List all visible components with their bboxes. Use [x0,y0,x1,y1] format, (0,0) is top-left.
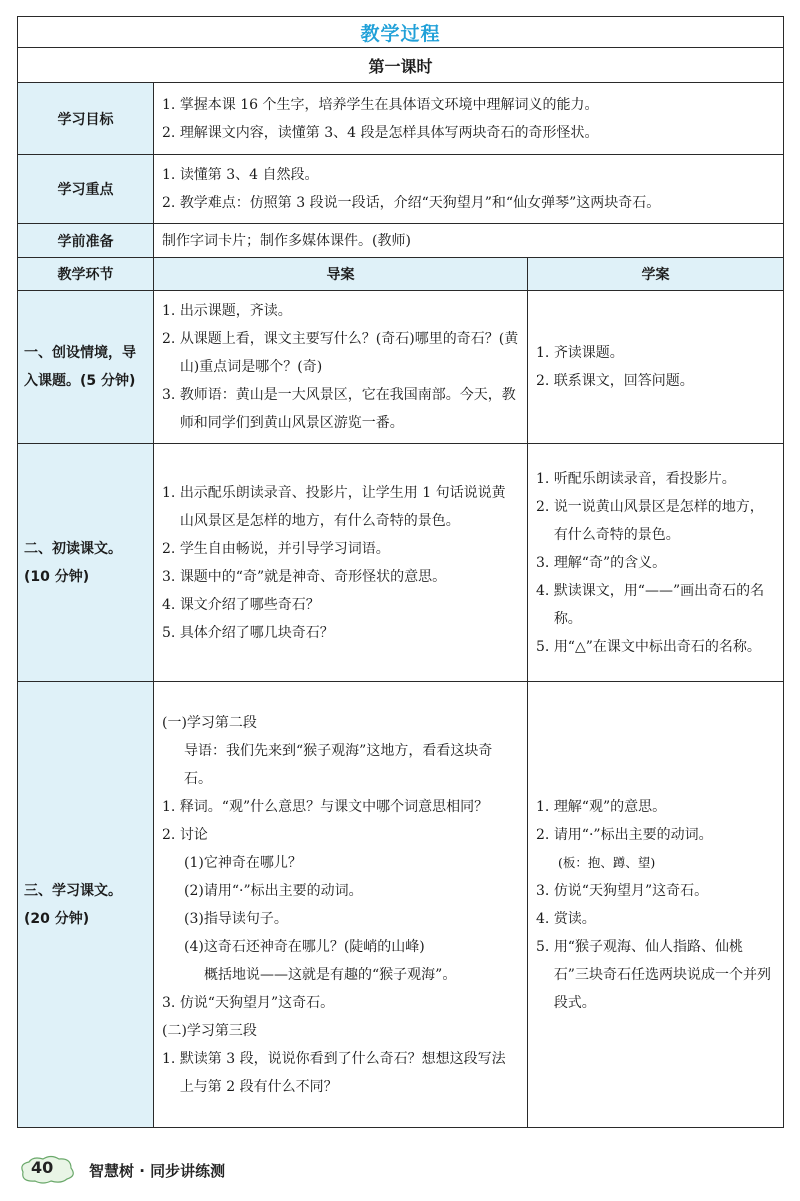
guide-subheading: (二)学习第三段 [162,1022,257,1039]
study-item: 2. 联系课文，回答问题。 [536,373,694,389]
guide-subheading: (一)学习第二段 [162,714,257,731]
goals-content [154,83,784,155]
guide-item: 3. 课题中的“奇”就是神奇、奇形怪状的意思。 [162,568,447,585]
stage-1-guide [154,291,528,444]
study-item: 4. 默读课文，用“——”画出奇石的名称。 [536,582,765,627]
guide-sub-item: (3)指导读句子。 [184,910,288,927]
focus-label: 学习重点 [18,155,154,224]
guide-item: 4. 课文介绍了哪些奇石？ [162,596,320,613]
stage-1-name: 一、创设情境，导入课题。(5 分钟) [18,291,154,444]
goal-item: 1. 掌握本课 16 个生字，培养学生在具体语文环境中理解词义的能力。 [162,96,599,113]
stage-2-study [528,444,784,682]
guide-sub-item: (2)请用“·”标出主要的动词。 [184,882,363,899]
period-title: 第一课时 [18,48,784,83]
goals-label: 学习目标 [18,83,154,155]
study-item: 1. 齐读课题。 [536,345,624,361]
stage-3-study [528,682,784,1128]
study-item: 1. 理解“观”的意思。 [536,798,667,815]
guide-sub-item: (4)这奇石还神奇在哪儿？(陡峭的山峰) [184,938,425,955]
header-guide: 导案 [154,258,528,291]
guide-item: 1. 出示配乐朗读录音、投影片，让学生用 1 句话说说黄山风景区是怎样的地方，有什么奇特的景色。 [162,484,506,529]
prep-label: 学前准备 [18,224,154,258]
page-number: 40 [31,1158,54,1177]
footer-brand: 智慧树 · 同步讲练测 [89,1162,226,1180]
focus-item: 2. 教学难点：仿照第 3 段说一段话，介绍“天狗望月”和“仙女弹琴”这两块奇石。 [162,195,661,211]
guide-item: 3. 仿说“天狗望月”这奇石。 [162,994,335,1011]
guide-item: 5. 具体介绍了哪几块奇石？ [162,624,334,641]
stage-3-name: 三、学习课文。(20 分钟) [18,682,154,1128]
study-item: 5. 用“猴子观海、仙人指路、仙桃石”三块奇石任选两块说成一个并列段式。 [536,938,771,1011]
header-study: 学案 [528,258,784,291]
guide-item: 2. 学生自由畅说，并引导学习词语。 [162,540,390,557]
study-note: (板：抱、蹲、望) [558,854,656,870]
header-stage: 教学环节 [18,258,154,291]
stage-2-guide [154,444,528,682]
focus-content [154,155,784,224]
study-item: 2. 说一说黄山风景区是怎样的地方，有什么奇特的景色。 [536,498,764,543]
guide-item: 2. 从课题上看，课文主要写什么？(奇石)哪里的奇石？(黄山)重点词是哪个？(奇) [162,331,519,375]
study-item: 1. 听配乐朗读录音，看投影片。 [536,470,736,487]
prep-content: 制作字词卡片；制作多媒体课件。(教师) [154,224,784,258]
guide-item: 1. 默读第 3 段，说说你看到了什么奇石？想想这段写法上与第 2 段有什么不同？ [162,1050,506,1095]
guide-item: 1. 出示课题，齐读。 [162,303,292,319]
guide-sub-item: (1)它神奇在哪儿？ [184,854,302,871]
section-title: 教学过程 [18,17,784,48]
study-item: 5. 用“△”在课文中标出奇石的名称。 [536,638,761,655]
guide-summary: 概括地说——这就是有趣的“猴子观海”。 [204,966,457,983]
guide-item: 2. 讨论 [162,826,208,843]
goal-item: 2. 理解课文内容，读懂第 3、4 段是怎样具体写两块奇石的奇形怪状。 [162,124,599,141]
guide-lead: 导语：我们先来到“猴子观海”这地方，看看这块奇石。 [184,742,493,787]
stage-2-name: 二、初读课文。(10 分钟) [18,444,154,682]
guide-item: 3. 教师语：黄山是一大风景区，它在我国南部。今天，教师和同学们到黄山风景区游览一番。 [162,387,516,431]
stage-1-study [528,291,784,444]
study-item: 2. 请用“·”标出主要的动词。 [536,826,713,843]
study-item: 4. 赏读。 [536,910,596,927]
study-item: 3. 仿说“天狗望月”这奇石。 [536,882,709,899]
study-item: 3. 理解“奇”的含义。 [536,554,667,571]
stage-3-guide [154,682,528,1128]
lesson-plan-table [17,16,784,1128]
guide-item: 1. 释词。“观”什么意思？与课文中哪个词意思相同？ [162,798,489,815]
page-footer [17,1152,317,1186]
focus-item: 1. 读懂第 3、4 自然段。 [162,167,319,183]
